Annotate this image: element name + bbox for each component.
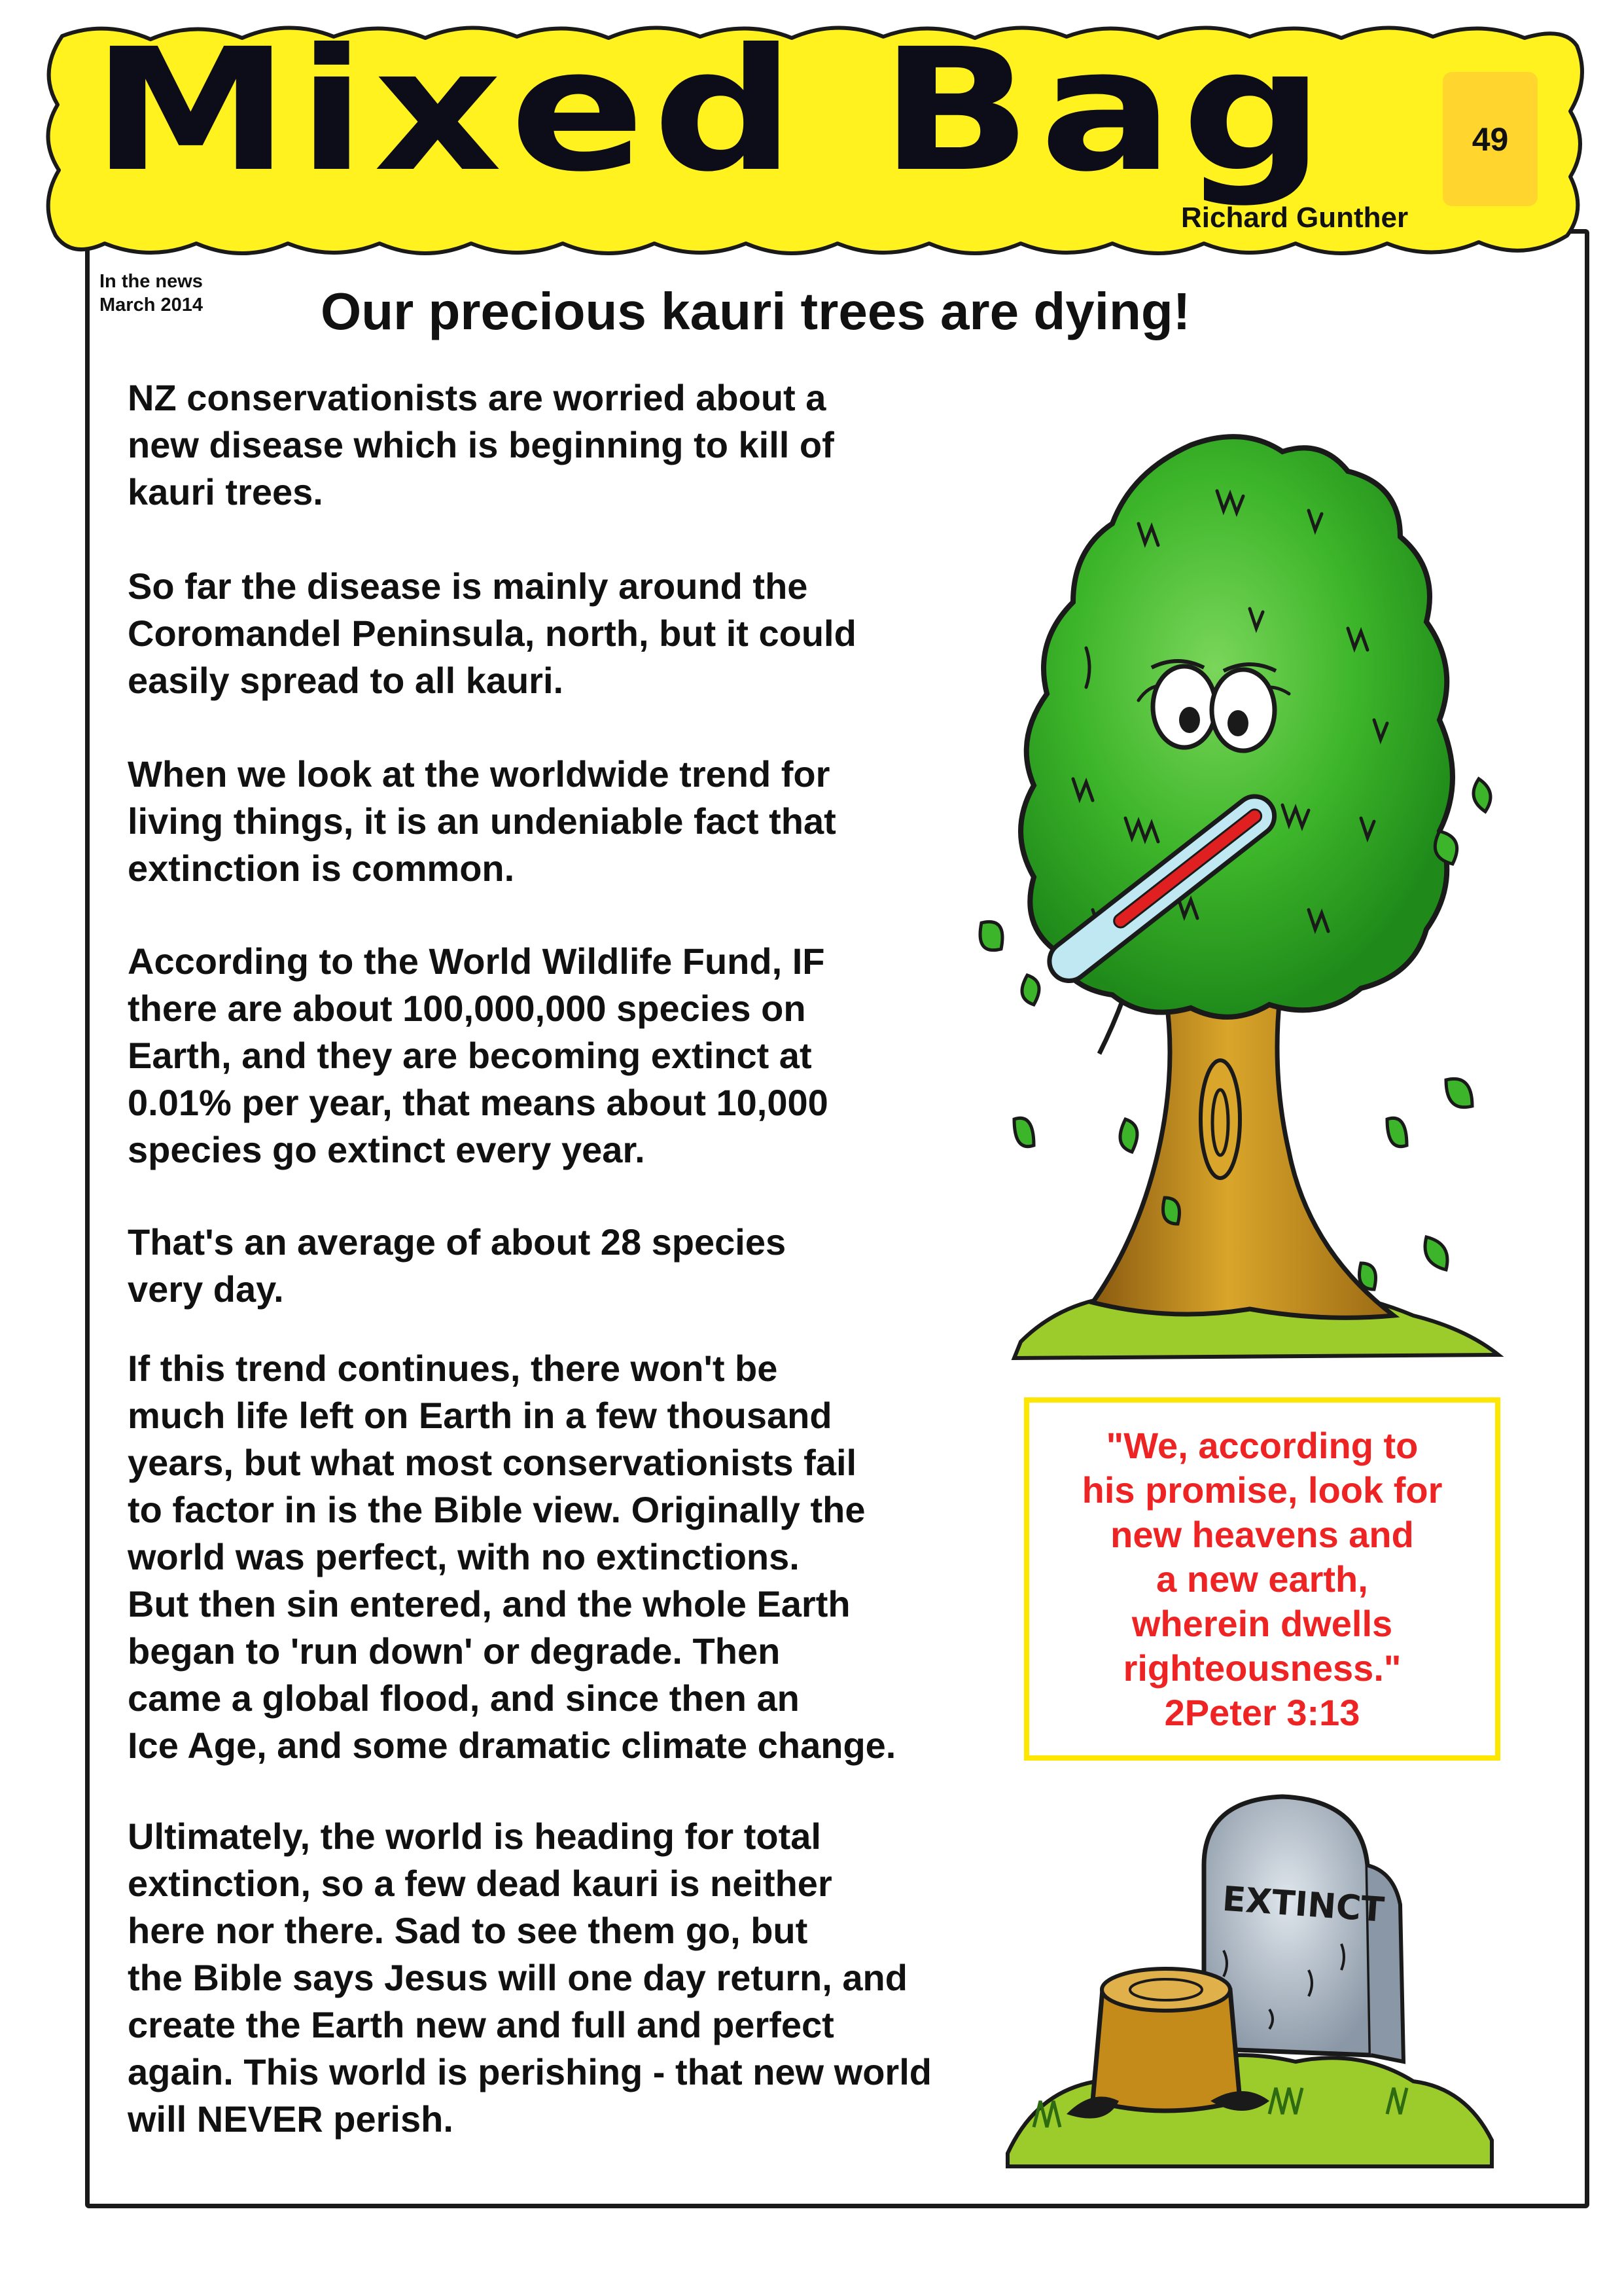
paragraph-line: to factor in is the Bible view. Originally the	[128, 1489, 866, 1530]
paragraph-line: very day.	[128, 1268, 284, 1310]
paragraph-line: the Bible says Jesus will one day return, and	[128, 1957, 908, 1998]
paragraph-line: create the Earth new and full and perfect	[128, 2004, 834, 2045]
falling-leaf	[980, 922, 1002, 950]
paragraph-line: extinction is common.	[128, 848, 515, 889]
news-tag	[99, 270, 203, 317]
tree-left-eye	[1153, 666, 1216, 747]
quote-line: "We, according to	[1106, 1424, 1419, 1466]
quote-line: a new earth,	[1156, 1558, 1368, 1600]
paragraph-line: easily spread to all kauri.	[128, 660, 564, 701]
paragraph-3	[128, 751, 836, 892]
tree-right-eye	[1212, 670, 1275, 751]
paragraph-line: Coromandel Peninsula, north, but it could	[128, 613, 856, 654]
paragraph-6	[128, 1345, 896, 1769]
quote-line: new heavens and	[1110, 1513, 1414, 1555]
paragraph-line: 0.01% per year, that means about 10,000	[128, 1082, 828, 1123]
paragraph-line: there are about 100,000,000 species on	[128, 988, 806, 1029]
paragraph-line: new disease which is beginning to kill of	[128, 424, 834, 465]
quote-line: righteousness."	[1123, 1647, 1402, 1689]
paragraph-line: here nor there. Sad to see them go, but	[128, 1910, 808, 1951]
paragraph-line: When we look at the worldwide trend for	[128, 753, 830, 795]
masthead-title: Mixed Bag	[92, 12, 1332, 209]
falling-leaf	[1163, 1198, 1180, 1224]
quote-line: wherein dwells	[1131, 1602, 1393, 1644]
paragraph-line: But then sin entered, and the whole Earth	[128, 1583, 851, 1624]
falling-leaf	[1474, 779, 1491, 812]
paragraph-line: Earth, and they are becoming extinct at	[128, 1035, 812, 1076]
paragraph-line: species go extinct every year.	[128, 1129, 645, 1170]
paragraph-line: According to the World Wildlife Fund, IF	[128, 941, 825, 982]
news-tag-date: March 2014	[99, 295, 203, 315]
paragraph-1	[128, 374, 834, 516]
paragraph-4	[128, 938, 828, 1174]
falling-leaf	[1425, 1237, 1447, 1270]
paragraph-line: living things, it is an undeniable fact that	[128, 800, 836, 842]
paragraph-line: extinction, so a few dead kauri is neither	[128, 1863, 832, 1904]
author-name: Richard Gunther	[1181, 202, 1409, 234]
quote-reference: 2Peter 3:13	[1164, 1691, 1360, 1733]
falling-leaf	[1022, 975, 1039, 1005]
falling-leaf	[1360, 1263, 1376, 1289]
tombstone-text: EXTINCT	[1221, 1879, 1386, 1930]
paragraph-line: NZ conservationists are worried about a	[128, 377, 826, 418]
paragraph-line: Ultimately, the world is heading for total	[128, 1816, 821, 1857]
paragraph-line: came a global flood, and since then an	[128, 1677, 800, 1719]
quote-line: his promise, look for	[1082, 1469, 1443, 1511]
bible-quote-box	[1024, 1397, 1500, 1761]
paragraph-line: world was perfect, with no extinctions.	[128, 1536, 800, 1577]
paragraph-line: So far the disease is mainly around the	[128, 565, 808, 607]
issue-number-badge: 49	[1443, 72, 1538, 206]
paragraph-line: That's an average of about 28 species	[128, 1221, 786, 1263]
falling-leaf	[1120, 1119, 1137, 1152]
falling-leaf	[1446, 1079, 1472, 1107]
paragraph-line: years, but what most conservationists fail	[128, 1442, 857, 1483]
tree-trunk	[1093, 975, 1394, 1318]
tombstone-illustration	[995, 1774, 1505, 2179]
falling-leaf	[1387, 1118, 1407, 1146]
paragraph-line: will NEVER perish.	[128, 2098, 453, 2140]
article-headline: Our precious kauri trees are dying!	[321, 282, 1191, 340]
paragraph-line: much life left on Earth in a few thousand	[128, 1395, 832, 1436]
paragraph-5	[128, 1219, 786, 1313]
paragraph-line: again. This world is perishing - that new world	[128, 2051, 932, 2092]
falling-leaf	[1014, 1118, 1034, 1146]
paragraph-line: If this trend continues, there won't be	[128, 1348, 778, 1389]
paragraph-7	[128, 1813, 932, 2143]
news-tag-label: In the news	[99, 271, 203, 292]
sick-tree-illustration	[942, 412, 1518, 1374]
paragraph-2	[128, 563, 856, 704]
paragraph-line: kauri trees.	[128, 471, 323, 512]
paragraph-line: began to 'run down' or degrade. Then	[128, 1630, 781, 1672]
paragraph-line: Ice Age, and some dramatic climate change.	[128, 1725, 896, 1766]
